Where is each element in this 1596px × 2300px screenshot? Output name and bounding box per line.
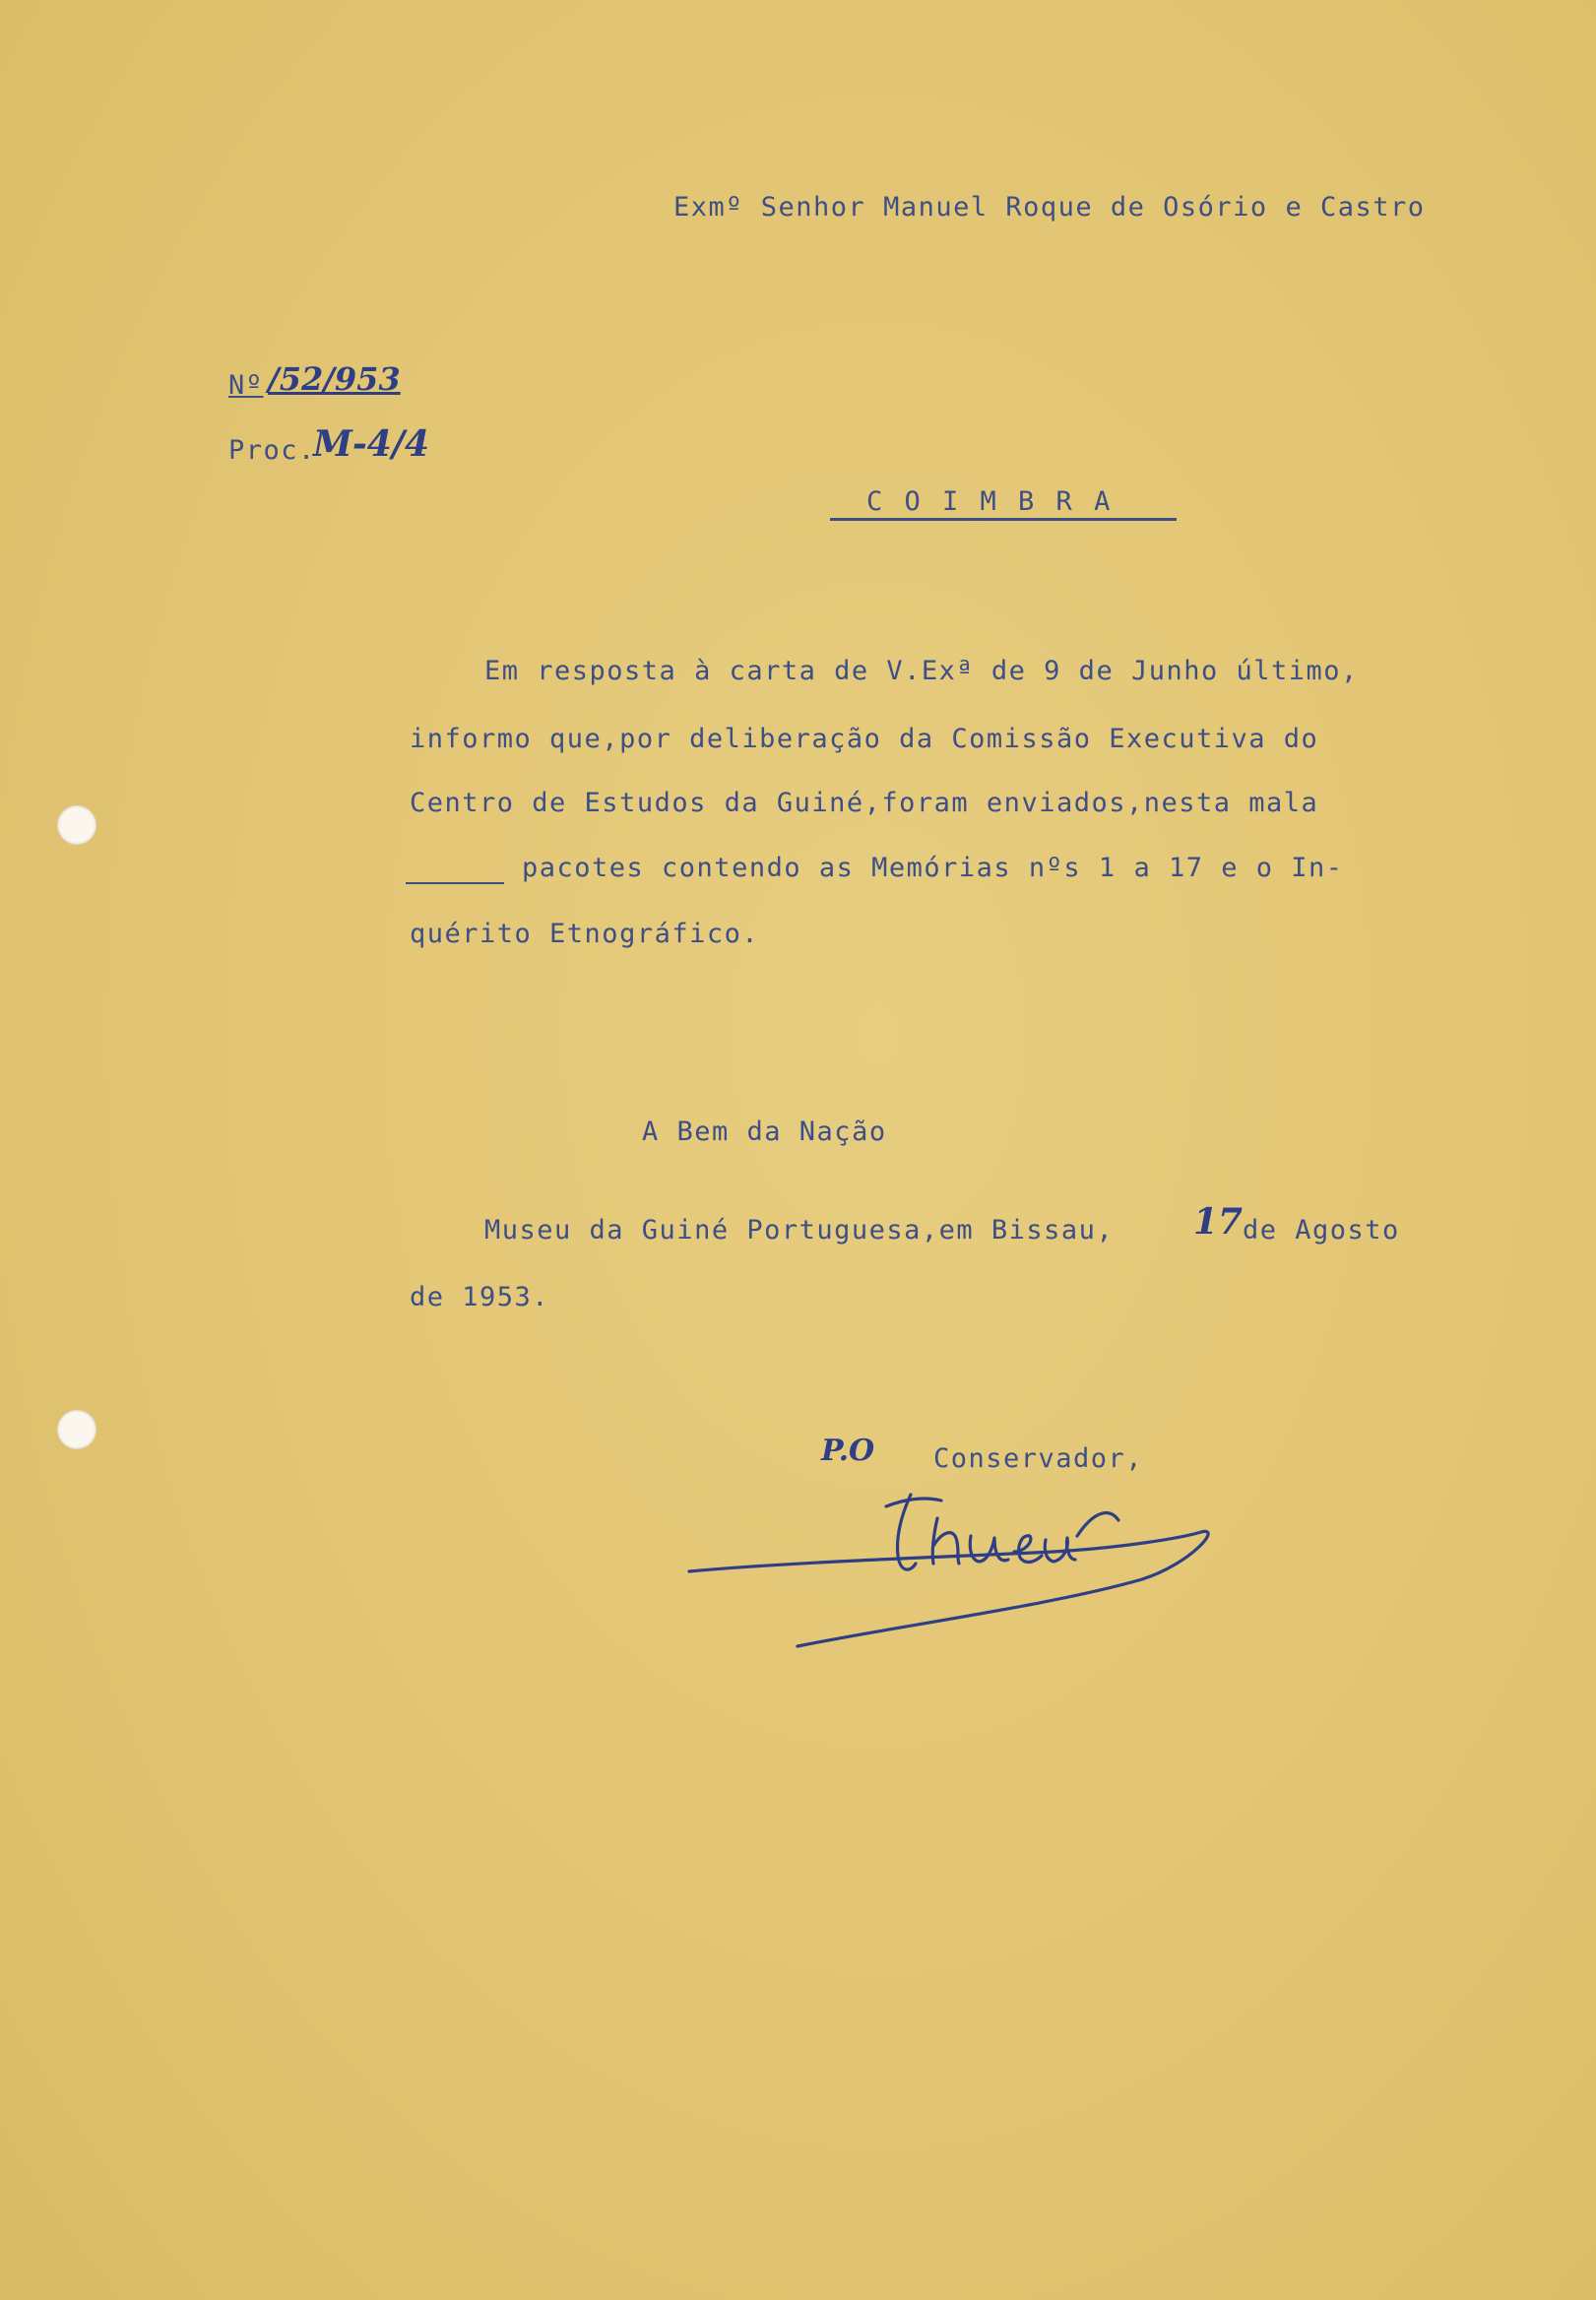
city-underline (830, 518, 1177, 521)
place-date-text: Museu da Guiné Portuguesa,em Bissau, (484, 1215, 1115, 1246)
body-line-1: Em resposta à carta de V.Exª de 9 de Junho último, (484, 656, 1359, 686)
body-line-3: Centro de Estudos da Guiné,foram enviados,nesta mala (410, 788, 1319, 818)
reference-number-label: Nº (228, 370, 264, 401)
recipient-line: Exmº Senhor Manuel Roque de Osório e Castro (673, 192, 1426, 223)
place-date-year: de 1953. (410, 1282, 550, 1312)
body-line-2: informo que,por deliberação da Comissão Executiva do (410, 724, 1319, 754)
process-value: M-4/4 (313, 423, 430, 465)
blank-quantity-line (406, 882, 504, 884)
body-line-4: pacotes contendo as Memórias nºs 1 a 17 e o In- (522, 853, 1344, 883)
city-heading: C O I M B R A (866, 486, 1114, 517)
punch-hole-top (57, 805, 96, 845)
body-line-5: quérito Etnográfico. (410, 919, 760, 949)
punch-hole-bottom (57, 1410, 96, 1449)
handwritten-signature (679, 1477, 1231, 1654)
closing-salutation: A Bem da Nação (642, 1117, 887, 1147)
signature-title: Conservador, (933, 1443, 1144, 1474)
process-label: Proc. (228, 435, 316, 466)
place-date-month: de Agosto (1243, 1215, 1400, 1246)
reference-number-value: /52/953 (268, 360, 401, 398)
signature-prefix: P.O (821, 1434, 875, 1468)
handwritten-day: 17 (1193, 1201, 1244, 1243)
